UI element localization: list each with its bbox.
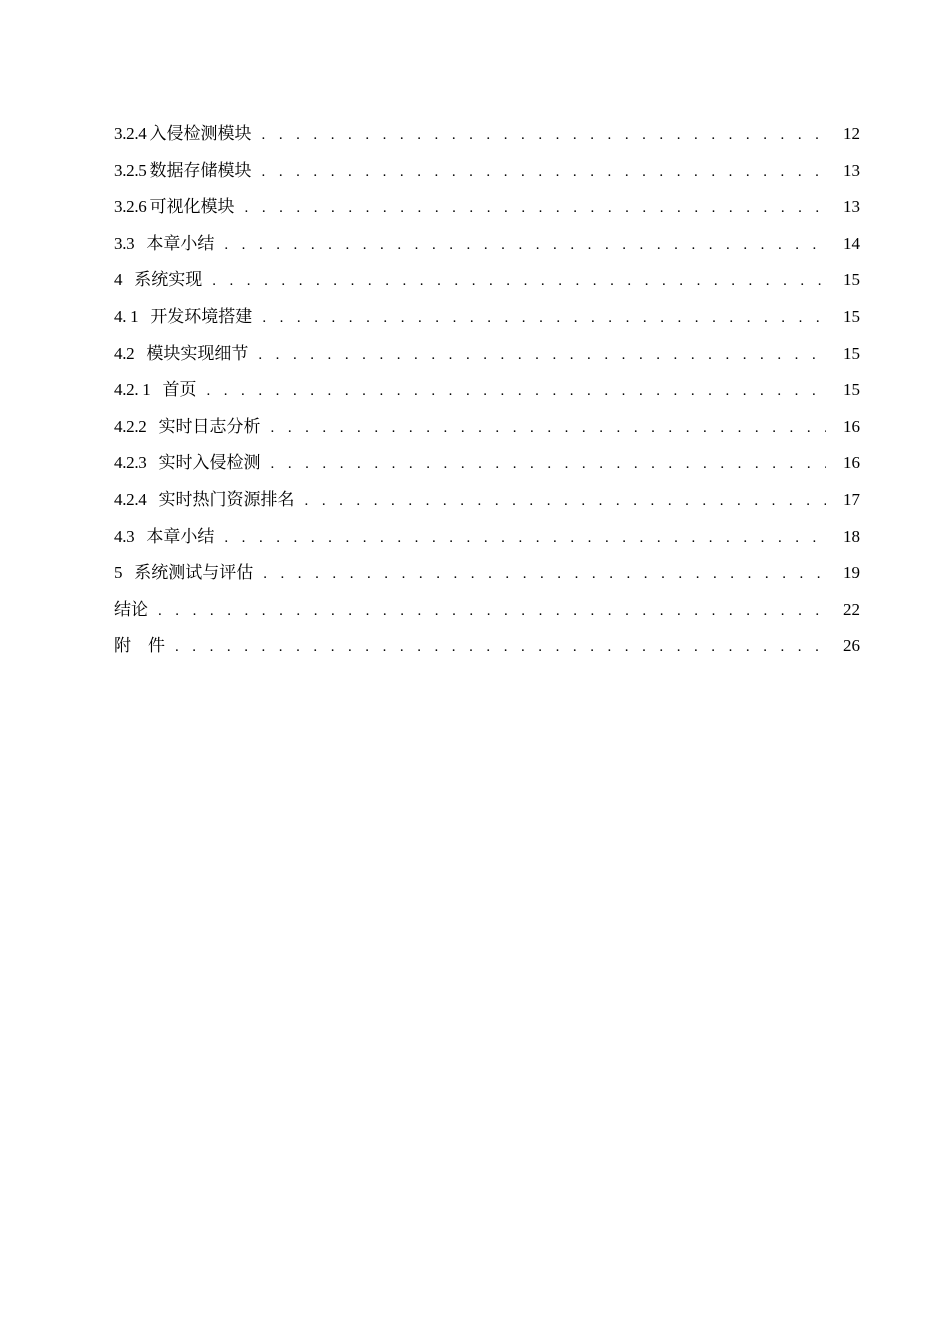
toc-entry-page: 12	[843, 124, 860, 143]
toc-entry[interactable]	[114, 262, 860, 299]
toc-entry-number: 3.2.6	[114, 197, 147, 217]
toc-entry-page: 17	[843, 489, 860, 509]
toc-entry-title: 系统实现	[134, 270, 203, 290]
toc-entry[interactable]	[114, 189, 860, 226]
toc-entry-page: 16	[843, 416, 860, 436]
toc-entry-number: 4.2.2	[114, 416, 147, 436]
toc-entry[interactable]	[114, 336, 860, 373]
toc-entry[interactable]	[114, 628, 860, 665]
toc-entry-number: 4.2.4	[114, 489, 147, 509]
toc-entry[interactable]	[114, 519, 860, 556]
toc-entry-number: 3.2.5	[114, 160, 147, 180]
toc-entry-number: 4.2	[114, 343, 135, 363]
toc-entry-number: 4	[114, 270, 123, 290]
toc-entry-number: 3.3	[114, 233, 135, 253]
toc-entry-number: 5	[114, 563, 123, 583]
toc-entry-title: 实时日志分析	[158, 416, 261, 436]
toc-entry[interactable]	[114, 592, 860, 629]
toc-entry-title: 入侵检测模块	[149, 124, 252, 143]
toc-dot-leader	[271, 446, 826, 483]
toc-entry-page: 22	[843, 599, 860, 619]
toc-entry-number: 3.2.4	[114, 124, 147, 143]
toc-dot-leader	[271, 410, 826, 447]
toc-entry[interactable]	[114, 299, 860, 336]
toc-dot-leader	[262, 154, 826, 191]
toc-entry-title: 实时入侵检测	[158, 453, 261, 473]
toc-entry[interactable]	[114, 226, 860, 263]
toc-dot-leader	[305, 483, 826, 520]
toc-entry-number: 4.2.3	[114, 453, 147, 473]
toc-entry[interactable]	[114, 555, 860, 592]
toc-entry-title: 可视化模块	[149, 197, 235, 217]
toc-dot-leader	[263, 556, 826, 593]
toc-dot-leader	[262, 300, 826, 337]
toc-dot-leader	[262, 117, 826, 154]
toc-entry[interactable]	[114, 482, 860, 519]
toc-entry-title: 开发环境搭建	[150, 306, 253, 326]
toc-entry-title: 数据存储模块	[149, 160, 252, 180]
toc-dot-leader	[224, 520, 826, 557]
toc-entry-page: 16	[843, 453, 860, 473]
toc-entry-title: 本章小结	[146, 526, 215, 546]
toc-entry-page: 15	[843, 343, 860, 363]
toc-entry-number: 4. 1	[114, 306, 139, 326]
toc-dot-leader	[206, 373, 826, 410]
toc-dot-leader	[224, 227, 826, 264]
toc-entry[interactable]	[114, 116, 860, 153]
toc-entry-page: 13	[843, 160, 860, 180]
toc-dot-leader	[175, 629, 826, 666]
toc-entry-page: 19	[843, 563, 860, 583]
toc-entry-page: 13	[843, 197, 860, 217]
toc-entry[interactable]	[114, 445, 860, 482]
toc-entry-title: 附 件	[114, 636, 165, 656]
toc-dot-leader	[158, 593, 826, 630]
toc-entry-title: 系统测试与评估	[134, 563, 254, 583]
toc-entry-page: 15	[843, 270, 860, 290]
toc-entry-title: 本章小结	[146, 233, 215, 253]
toc-entry[interactable]	[114, 372, 860, 409]
toc-entry-page: 14	[843, 233, 860, 253]
toc-dot-leader	[212, 263, 826, 300]
toc-entry-page: 15	[843, 306, 860, 326]
toc-entry-page: 18	[843, 526, 860, 546]
toc-entry-number: 4.3	[114, 526, 135, 546]
toc-entry-title: 模块实现细节	[146, 343, 249, 363]
toc-entry-title: 结论	[114, 599, 148, 619]
toc-entry-page: 26	[843, 636, 860, 656]
toc-entry[interactable]	[114, 153, 860, 190]
toc-dot-leader	[258, 337, 826, 374]
toc-dot-leader	[245, 190, 826, 227]
toc-entry[interactable]	[114, 409, 860, 446]
toc-entry-title: 首页	[162, 380, 197, 400]
toc-entry-page: 15	[843, 380, 860, 400]
toc-entry-title: 实时热门资源排名	[158, 489, 295, 509]
toc-entry-number: 4.2. 1	[114, 380, 151, 400]
table-of-contents	[114, 116, 860, 665]
